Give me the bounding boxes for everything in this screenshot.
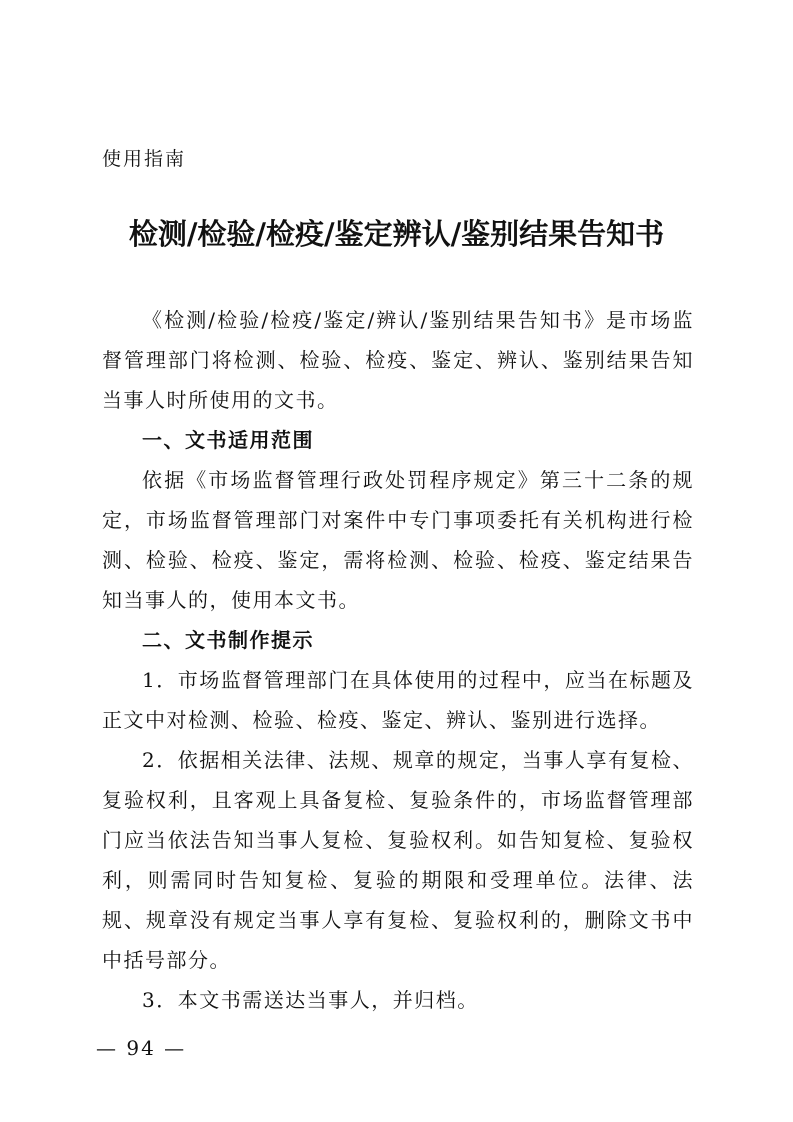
section-heading-scope: 一、文书适用范围 bbox=[142, 428, 314, 452]
tip-item-2: 2．依据相关法律、法规、规章的规定，当事人享有复检、复验权利，且客观上具备复检、复验条件的，市场监督管理部门应当依法告知当事人复检、复验权利。如告知复检、复验权利，则需同时告知复检、复验的期限和受理单位。法律、法规、规章没有规定当事人享有复检、复验权利的，删除文书中中括号部分。 bbox=[102, 748, 694, 972]
document-title: 检测/检验/检疫/鉴定辨认/鉴别结果告知书 bbox=[128, 217, 665, 251]
intro-paragraph: 《检测/检验/检疫/鉴定/辨认/鉴别结果告知书》是市场监督管理部门将检测、检验、检疫、鉴定、辨认、鉴别结果告知当事人时所使用的文书。 bbox=[102, 308, 694, 412]
tip-item-1: 1．市场监督管理部门在具体使用的过程中，应当在标题及正文中对检测、检验、检疫、鉴定、辨认、鉴别进行选择。 bbox=[102, 668, 694, 732]
scope-paragraph: 依据《市场监督管理行政处罚程序规定》第三十二条的规定，市场监督管理部门对案件中专门事项委托有关机构进行检测、检验、检疫、鉴定，需将检测、检验、检疫、鉴定结果告知当事人的，使用本文书。 bbox=[102, 468, 694, 612]
page-number: — 94 — bbox=[96, 1036, 187, 1060]
section-heading-tips: 二、文书制作提示 bbox=[142, 628, 314, 652]
tip-item-3: 3．本文书需送达当事人，并归档。 bbox=[142, 988, 479, 1012]
document-body bbox=[102, 300, 694, 1020]
header-label: 使用指南 bbox=[102, 148, 187, 170]
